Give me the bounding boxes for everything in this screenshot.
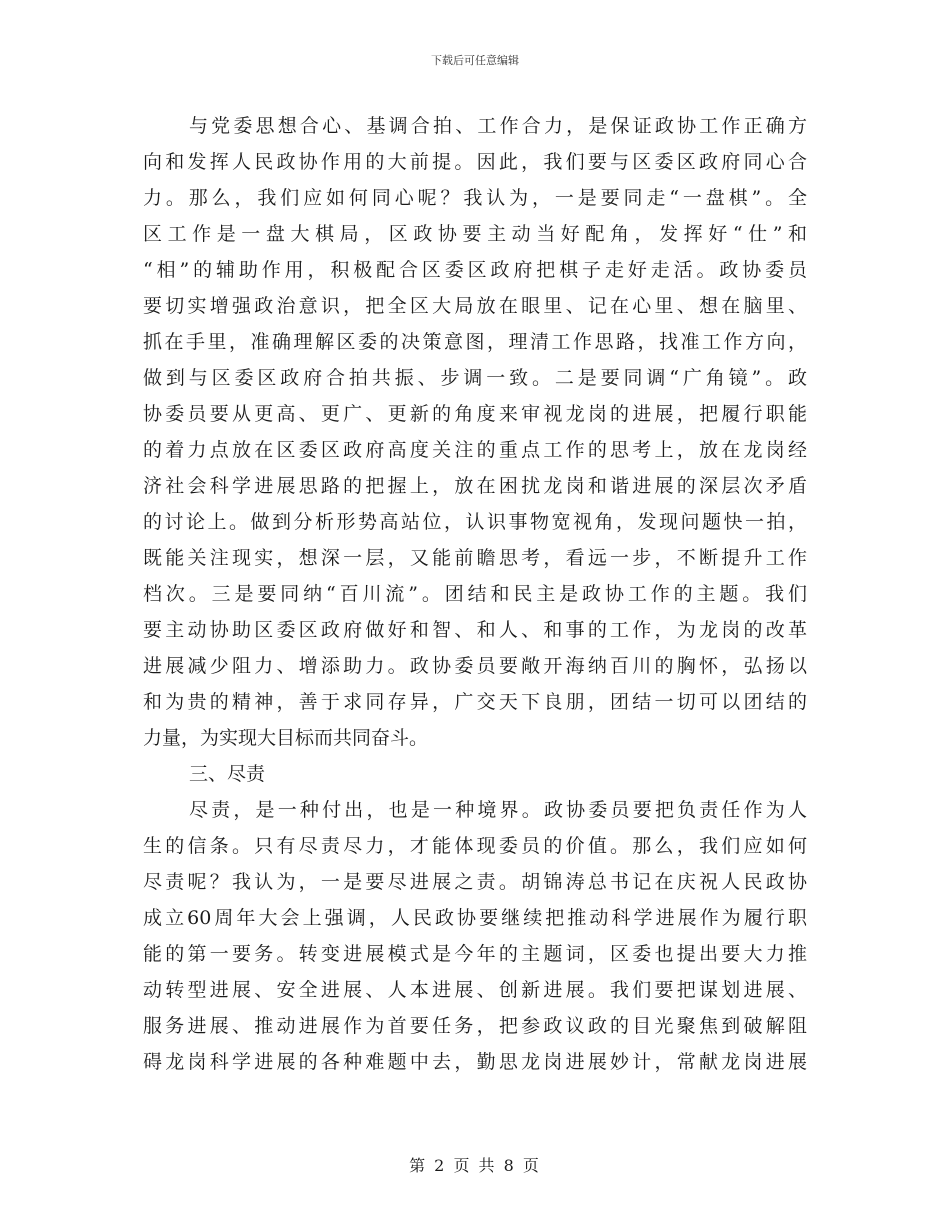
text-line: 生的信条。只有尽责尽力，才能体现委员的价值。那么，我们应如何 [143,835,807,857]
text-line: 动转型进展、安全进展、人本进展、创新进展。我们要把谋划进展、 [143,979,807,1001]
text-line: 要切实增强政治意识，把全区大局放在眼里、记在心里、想在脑里、 [143,295,807,317]
text-line: 要主动协助区委区政府做好和智、和人、和事的工作，为龙岗的改革 [143,619,807,641]
text-line: 力。那么，我们应如何同心呢？我认为，一是要同走“一盘棋”。全 [143,187,807,209]
text-line: 的着力点放在区委区政府高度关注的重点工作的思考上，放在龙岗经 [143,439,807,461]
text-line: 碍龙岗科学进展的各种难题中去，勤思龙岗进展妙计，常献龙岗进展 [143,1051,807,1073]
page-header-note: 下载后可任意编辑 [431,54,519,67]
text-line: 的讨论上。做到分析形势高站位，认识事物宽视角，发现问题快一拍， [143,511,807,533]
text-line: 力量，为实现大目标而共同奋斗。 [143,727,429,749]
text-line: 和为贵的精神，善于求同存异，广交天下良朋，团结一切可以团结的 [143,691,807,713]
text-line: 尽责，是一种付出，也是一种境界。政协委员要把负责任作为人 [189,799,807,821]
section-heading: 三、尽责 [189,763,266,785]
text-line: 济社会科学进展思路的把握上，放在困扰龙岗和谐进展的深层次矛盾 [143,475,807,497]
text-line: 成立60周年大会上强调，人民政协要继续把推动科学进展作为履行职 [143,907,807,929]
text-line: 能的第一要务。转变进展模式是今年的主题词，区委也提出要大力推 [143,943,807,965]
page-number: 第 2 页 共 8 页 [409,1156,541,1175]
text-line: 协委员要从更高、更广、更新的角度来审视龙岗的进展，把履行职能 [143,403,807,425]
text-line: “相”的辅助作用，积极配合区委区政府把棋子走好走活。政协委员 [143,259,807,281]
text-line: 尽责呢？我认为，一是要尽进展之责。胡锦涛总书记在庆祝人民政协 [143,871,807,893]
document-body [143,108,807,1080]
text-line: 档次。三是要同纳“百川流”。团结和民主是政协工作的主题。我们 [143,583,807,605]
text-line: 抓在手里，准确理解区委的决策意图，理清工作思路，找准工作方向， [143,331,807,353]
text-line: 服务进展、推动进展作为首要任务，把参政议政的目光聚焦到破解阻 [143,1015,807,1037]
text-line: 做到与区委区政府合拍共振、步调一致。二是要同调“广角镜”。政 [143,367,807,389]
text-line: 与党委思想合心、基调合拍、工作合力，是保证政协工作正确方 [189,115,807,137]
text-line: 既能关注现实，想深一层，又能前瞻思考，看远一步，不断提升工作 [143,547,807,569]
text-line: 向和发挥人民政协作用的大前提。因此，我们要与区委区政府同心合 [143,151,807,173]
text-line: 进展减少阻力、增添助力。政协委员要敞开海纳百川的胸怀，弘扬以 [143,655,807,677]
text-line: 区工作是一盘大棋局，区政协要主动当好配角，发挥好“仕”和 [143,223,807,245]
